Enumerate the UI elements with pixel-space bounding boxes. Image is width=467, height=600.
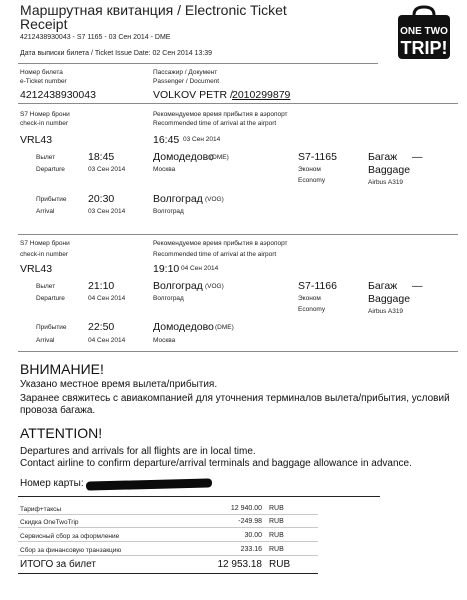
baggage-value: — — [412, 280, 423, 292]
fee-label-transaction: Сбор за финансовую транзакцию — [20, 547, 122, 554]
fee-label-discount: Скидка OneTwoTrip — [20, 519, 79, 526]
departure-time: 21:10 — [88, 280, 115, 292]
pnr-label-ru: S7 Номер брони — [20, 240, 70, 247]
pnr-code: VRL43 — [20, 263, 53, 275]
departure-label-ru: Вылет — [36, 154, 56, 161]
recommended-label-ru: Рекомендуемое время прибытия в аэропорт — [153, 240, 288, 247]
fee-label-service: Сервисный сбор за оформление — [20, 533, 120, 540]
departure-date: 04 Сен 2014 — [88, 295, 126, 302]
fee-currency-transaction: RUB — [269, 546, 284, 553]
arrival-label-ru: Прибытие — [36, 196, 67, 203]
notice-ru-line1: Указано местное время вылета/прибытия. — [20, 379, 218, 390]
pnr-label-ru: S7 Номер брони — [20, 111, 70, 118]
passenger-label-en: Passenger / Document — [153, 78, 220, 85]
recommended-date: 03 Сен 2014 — [183, 136, 221, 143]
arrival-airport: Волгоград — [153, 193, 203, 205]
baggage-label-en: Baggage — [368, 164, 411, 176]
ticket-number-label-ru: Номер билета — [20, 69, 63, 76]
cabin-class-ru: Эконом — [298, 166, 321, 173]
departure-city: Москва — [153, 166, 176, 173]
baggage-label-en: Baggage — [368, 293, 411, 305]
departure-label-en: Departure — [36, 295, 65, 302]
total-label: ИТОГО за билет — [20, 559, 96, 570]
arrival-airport-code: (DME) — [215, 324, 234, 331]
arrival-label-en: Arrival — [36, 337, 55, 344]
arrival-time: 20:30 — [88, 193, 115, 205]
fee-amount-discount: -249.98 — [238, 518, 262, 525]
logo-text-line2: TRIP! — [400, 38, 448, 58]
departure-airport-code: (DME) — [210, 154, 229, 161]
fee-label-fare: Тариф+таксы — [20, 506, 62, 513]
passenger-name: VOLKOV PETR / — [153, 89, 233, 101]
logo-text-line1: ONE TWO — [400, 26, 448, 37]
arrival-airport-code: (VOG) — [205, 196, 224, 203]
document-title-line2: Receipt — [20, 16, 68, 32]
recommended-date: 04 Сен 2014 — [181, 265, 219, 272]
baggage-label-ru: Багаж — [368, 280, 398, 292]
fee-amount-fare: 12 940.00 — [230, 505, 262, 512]
departure-time: 18:45 — [88, 151, 115, 163]
notice-ru-line3: провоза багажа. — [20, 405, 96, 416]
departure-airport: Домодедово — [153, 151, 214, 163]
arrival-city: Москва — [153, 337, 176, 344]
arrival-date: 03 Сен 2014 — [88, 208, 126, 215]
flight-number: S7-1165 — [298, 151, 337, 163]
flight-number: S7-1166 — [298, 280, 337, 292]
pnr-label-en: check-in number — [20, 120, 69, 127]
pnr-code: VRL43 — [20, 134, 53, 146]
passenger-label-ru: Пассажир / Документ — [153, 69, 218, 76]
fee-amount-transaction: 233.16 — [240, 546, 262, 553]
departure-airport-code: (VOG) — [205, 283, 224, 290]
cabin-class-en: Economy — [298, 177, 326, 184]
arrival-label-ru: Прибытие — [36, 324, 67, 331]
aircraft-type: Airbus A319 — [368, 308, 404, 315]
cabin-class-en: Economy — [298, 306, 326, 313]
ticket-number-label-en: e-Ticket number — [20, 78, 67, 85]
fee-currency-discount: RUB — [269, 518, 284, 525]
arrival-label-en: Arrival — [36, 208, 55, 215]
issue-date: Дата выписки билета / Ticket Issue Date: 02 Сен 2014 13:39 — [20, 50, 213, 57]
arrival-time: 22:50 — [88, 321, 115, 333]
recommended-time: 16:45 — [153, 134, 180, 146]
booking-summary: 4212438930043 - S7 1165 - 03 Сен 2014 - DME — [20, 34, 171, 41]
arrival-city: Волгоград — [153, 208, 184, 215]
recommended-label-en: Recommended time of arrival at the airport — [153, 120, 277, 127]
onetwotrip-logo — [394, 4, 454, 62]
notice-ru-line2: Заранее свяжитесь с авиакомпанией для уточнения терминалов вылета/прибытия, условий — [20, 393, 450, 404]
departure-airport: Волгоград — [153, 280, 203, 292]
baggage-value: — — [412, 151, 423, 163]
passenger-document: 2010299879 — [232, 89, 291, 101]
card-number-label: Номер карты: — [20, 478, 84, 489]
document-title-line1: Маршрутная квитанция / Electronic Ticket — [20, 2, 287, 18]
pnr-label-en: check-in number — [20, 251, 69, 258]
recommended-label-en: Recommended time of arrival at the airport — [153, 251, 277, 258]
fee-currency-service: RUB — [269, 532, 284, 539]
fee-amount-service: 30.00 — [244, 532, 262, 539]
arrival-airport: Домодедово — [153, 321, 214, 333]
departure-label-en: Departure — [36, 166, 65, 173]
total-currency: RUB — [269, 559, 291, 570]
notice-heading-ru: ВНИМАНИЕ! — [20, 361, 104, 377]
aircraft-type: Airbus A319 — [368, 179, 404, 186]
recommended-time: 19:10 — [153, 263, 180, 275]
notice-heading-en: ATTENTION! — [20, 425, 103, 441]
departure-date: 03 Сен 2014 — [88, 166, 126, 173]
total-amount: 12 953.18 — [217, 559, 262, 570]
departure-label-ru: Вылет — [36, 283, 56, 290]
recommended-label-ru: Рекомендуемое время прибытия в аэропорт — [153, 111, 288, 118]
arrival-date: 04 Сен 2014 — [88, 337, 126, 344]
baggage-label-ru: Багаж — [368, 151, 398, 163]
ticket-number: 4212438930043 — [20, 89, 96, 101]
fee-currency-fare: RUB — [269, 505, 284, 512]
cabin-class-ru: Эконом — [298, 295, 321, 302]
notice-en-line1: Departures and arrivals for all flights are in local time. — [20, 446, 256, 457]
notice-en-line2: Contact airline to confirm departure/arrival terminals and baggage allowance in advance. — [20, 458, 412, 469]
departure-city: Волгоград — [153, 295, 184, 302]
card-number-redaction — [86, 478, 212, 490]
